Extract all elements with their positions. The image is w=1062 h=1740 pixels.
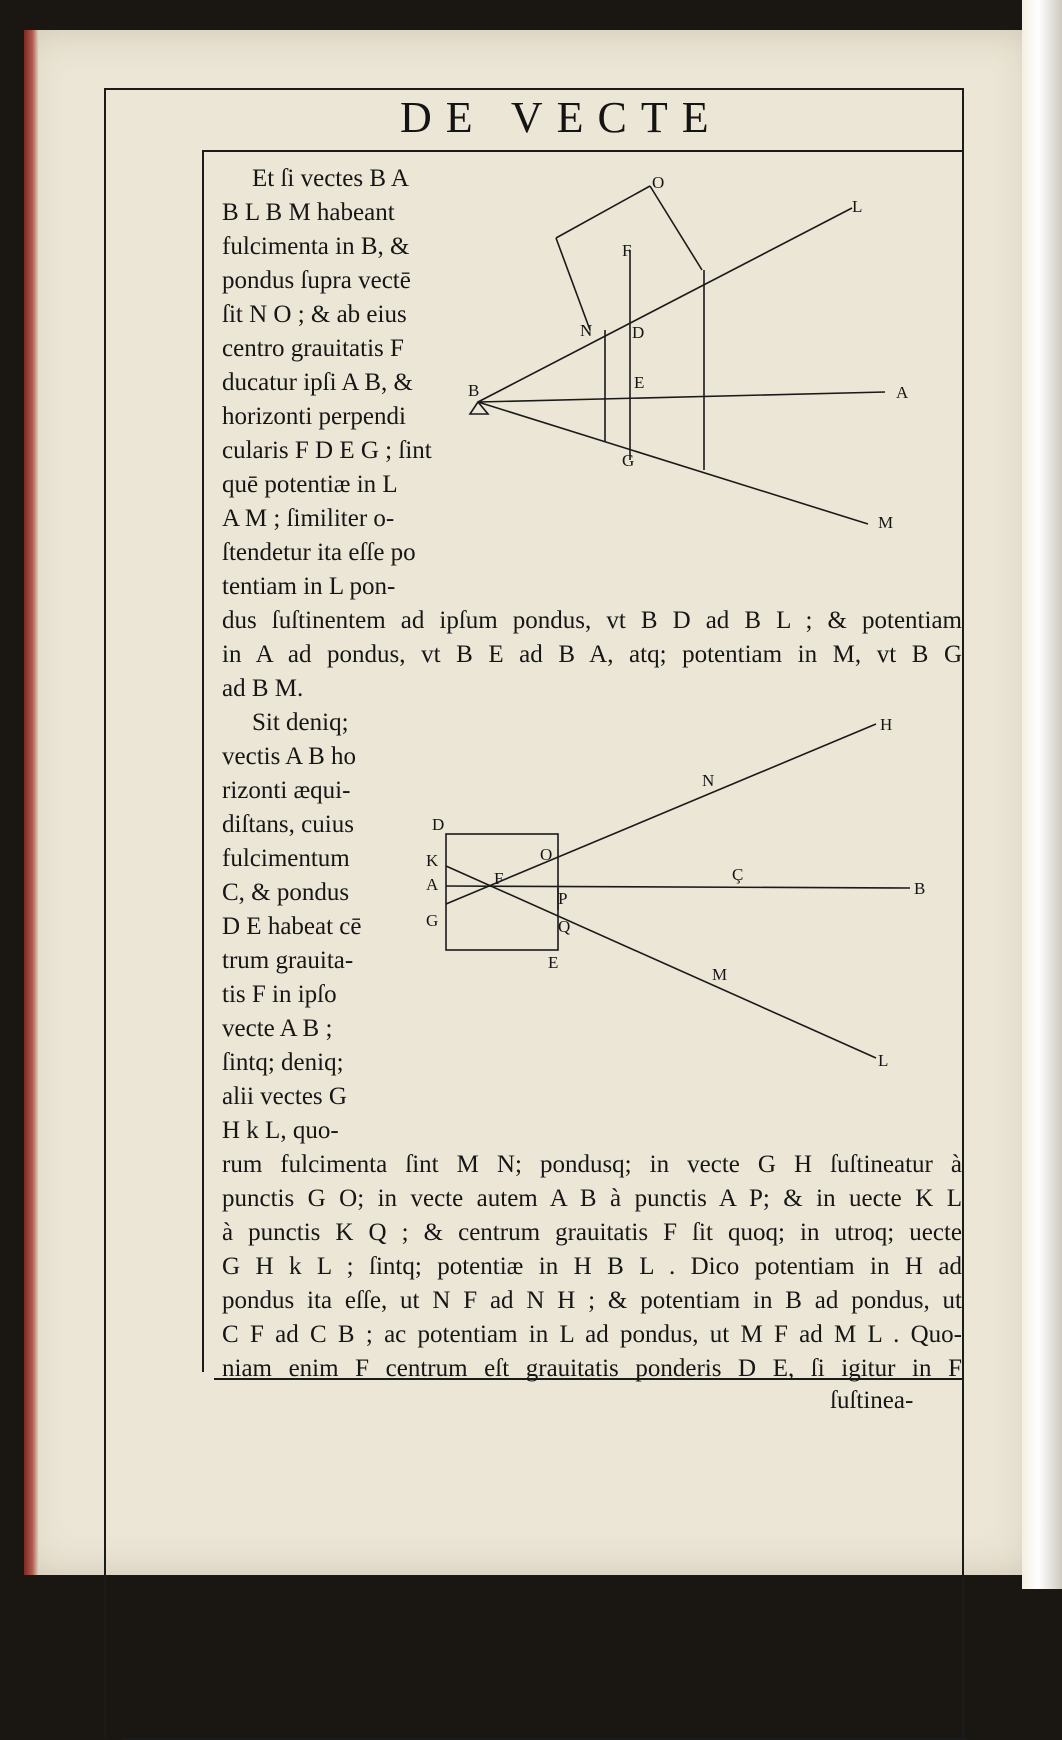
weight-side-right — [650, 186, 702, 270]
p2-line-13: H k L, quo- — [222, 1117, 339, 1144]
label-n2: N — [702, 771, 715, 790]
lever-bm — [478, 402, 868, 524]
frame-right-rule — [962, 88, 964, 1738]
label-e: E — [634, 373, 645, 392]
p2-full-line-7: niam enim F centrum eſt grauitatis ponderis D E, ſi igitur in F — [222, 1355, 962, 1382]
label-d2: D — [432, 815, 445, 834]
label-o: O — [652, 173, 665, 192]
p2-line-3: rizonti æqui- — [222, 777, 351, 804]
p2-full-line-1: rum fulcimenta ſint M N; pondusq; in vecte G H ſuſtineatur à — [222, 1151, 962, 1178]
p1-line-10: quē potentiæ in L — [222, 471, 398, 498]
frame-left-rule — [104, 88, 106, 1738]
label-f: F — [622, 241, 632, 260]
p1-full-line-2: in A ad pondus, vt B E ad B A, atq; potentiam in M, vt B G — [222, 641, 962, 668]
book-gutter — [1022, 0, 1062, 1589]
p1-line-2: B L B M habeant — [222, 199, 395, 226]
p1-line-8: horizonti perpendi — [222, 403, 406, 430]
p1-line-13: tentiam in L pon- — [222, 573, 396, 600]
p1-line-3: fulcimenta in B, & — [222, 233, 410, 260]
label-d: D — [632, 323, 645, 342]
p2-line-12: alii vectes G — [222, 1083, 347, 1110]
weight-side-top — [556, 186, 650, 238]
p1-line-6: centro grauitatis F — [222, 335, 404, 362]
p1-line-4: pondus ſupra vectē — [222, 267, 411, 294]
lever-ab — [446, 886, 910, 888]
label-c2: Ç — [732, 865, 744, 884]
p1-line-12: ſtendetur ita eſſe po — [222, 539, 416, 566]
p2-line-1: Sit deniq; — [252, 709, 349, 736]
label-g2: G — [426, 911, 439, 930]
p2-line-2: vectis A B ho — [222, 743, 357, 770]
text-box-top-rule — [202, 150, 962, 152]
label-m: M — [878, 513, 894, 532]
p2-full-line-4: G H k L ; ſintq; potentiæ in H B L . Dico potentiam in H ad — [222, 1253, 962, 1280]
text-box-left-rule — [202, 150, 204, 1372]
label-l2: L — [878, 1051, 889, 1070]
label-p2: P — [558, 889, 568, 908]
catchword: ſuſtinea- — [830, 1387, 914, 1414]
running-title: DE VECTE — [400, 93, 723, 142]
label-n: N — [580, 321, 593, 340]
label-b2: B — [914, 879, 926, 898]
label-b: B — [468, 381, 480, 400]
label-k2: K — [426, 851, 439, 870]
p1-full-line-1: dus ſuſtinentem ad ipſum pondus, vt B D ad B L ; & potentiam — [222, 607, 962, 634]
p2-full-line-2: punctis G O; in vecte autem A B à punctis A P; & in uecte K L — [222, 1185, 962, 1212]
label-a2: A — [426, 875, 439, 894]
label-f2: F — [494, 869, 504, 888]
p2-full-line-5: pondus ita eſſe, ut N F ad N H ; & potentiam in B ad pondus, ut — [222, 1287, 962, 1314]
figure-2-levers — [420, 710, 940, 1080]
frame-top-rule — [104, 88, 964, 90]
p2-line-11: ſintq; deniq; — [222, 1049, 344, 1076]
p2-line-10: vecte A B ; — [222, 1015, 333, 1042]
label-l: L — [852, 197, 863, 216]
lever-bl — [478, 208, 852, 402]
label-h: H — [880, 715, 893, 734]
p2-full-line-3: à punctis K Q ; & centrum grauitatis F ſit quoq; in utroq; uecte — [222, 1219, 962, 1246]
label-a: A — [896, 383, 909, 402]
label-e2: E — [548, 953, 559, 972]
weight-side-left — [556, 238, 590, 330]
p1-full-line-3: ad B M. — [222, 675, 304, 702]
p1-line-11: A M ; ſimiliter o- — [222, 505, 395, 532]
label-g: G — [622, 451, 635, 470]
lever-gh — [446, 724, 876, 904]
p2-full-line-6: C F ad C B ; ac potentiam in L ad pondus, ut M F ad M L . Quo- — [222, 1321, 962, 1348]
lever-kl — [446, 866, 876, 1058]
p2-line-4: diſtans, cuius — [222, 811, 354, 838]
p1-line-7: ducatur ipſi A B, & — [222, 369, 413, 396]
p1-line-9: cularis F D E G ; ſint — [222, 437, 432, 464]
label-o2: O — [540, 845, 553, 864]
page-red-edge — [24, 30, 38, 1575]
p2-line-6: C, & pondus — [222, 879, 350, 906]
figure-1-levers — [460, 170, 920, 540]
p2-line-9: tis F in ipſo — [222, 981, 337, 1008]
lever-ba — [478, 392, 885, 402]
label-q2: Q — [558, 917, 571, 936]
p1-line-5: ſit N O ; & ab eius — [222, 301, 407, 328]
p1-line-1: Et ſi vectes B A — [252, 165, 409, 192]
p2-line-8: trum grauita- — [222, 947, 354, 974]
p2-line-7: D E habeat cē — [222, 913, 362, 940]
p2-line-5: fulcimentum — [222, 845, 350, 872]
label-m2: M — [712, 965, 728, 984]
